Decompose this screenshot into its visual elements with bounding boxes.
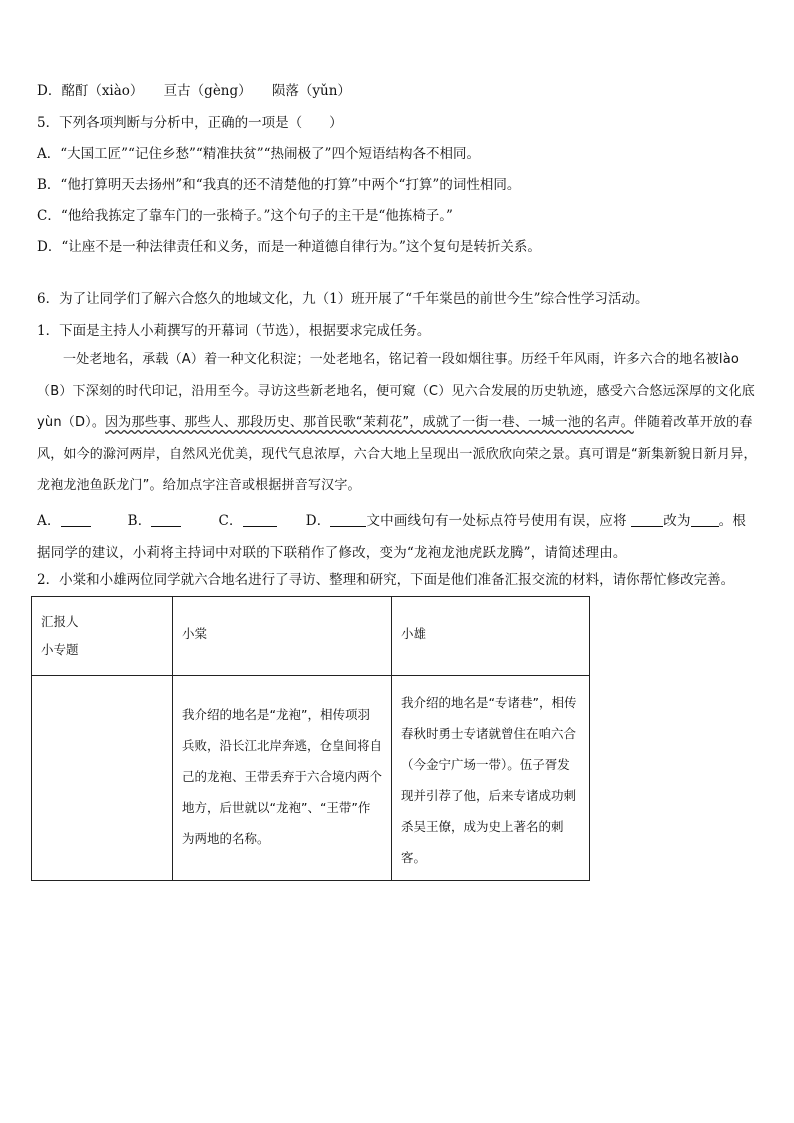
- header-reporter: 汇报人: [41, 614, 79, 629]
- answer-d-label: D．: [305, 513, 331, 529]
- header-xiaoxiong-cell: [392, 597, 590, 676]
- answer-b-blank[interactable]: [151, 512, 181, 527]
- q5-option-d: D．“让座不是一种法律责任和义务，而是一种道德自律行为。”这个复句是转折关系。: [37, 239, 541, 255]
- header-topic: 小专题: [41, 642, 79, 657]
- q4-option-d: D．酩酊（xiào） 亘古（gèng） 陨落（yǔn）: [37, 83, 351, 99]
- topic-empty-cell[interactable]: [32, 676, 173, 881]
- answer-d-blank[interactable]: [330, 512, 366, 527]
- header-xiaotang: 小棠: [182, 626, 208, 641]
- underlined-sentence: 因为那些事、那些人、那段历史、那首民歌“茉莉花”，成就了一街一巷、一城一池的名声。: [105, 415, 634, 430]
- answer-b-label: B．: [127, 513, 152, 529]
- xiaoxiong-text: 我介绍的地名是“专诸巷”，相传春秋时勇士专诸就曾住在咱六合（今金宁广场一带）。伍子胥发现并引荐了他，后来专诸成功刺杀吴王僚，成为史上著名的刺客。: [401, 695, 577, 865]
- correct-punct-blank[interactable]: [691, 512, 719, 527]
- q5-option-a: A．“大国工匠”“记住乡愁”“精准扶贫”“热闹极了”四个短语结构各不相同。: [37, 146, 480, 162]
- passage-part2: 伴随着改革开放的春风，如今的滁河两岸，自然风光优美，现代气息浓厚，六合大地上呈现出一派欣欣向荣之景。真可谓是“新集新貌日新月异，龙袍龙池鱼跃龙门”。: [37, 415, 757, 493]
- passage-part1: 一处老地名，承载（A）着一种文化积淀；一处老地名，铭记着一段如烟往事。历经千年风雨，许多六合的地名被lào（B）下深刻的时代印记，沿用至今。寻访这些新老地名，便可窥（C）见六合发展的历史轨迹，感受六合悠远深厚的文化底 yùn（D）。: [37, 352, 755, 430]
- answer-c-label: C．: [218, 513, 243, 529]
- header-corner-cell: [32, 597, 173, 676]
- xiaoxiong-content-cell: [392, 676, 590, 881]
- q6-sub2-title: 2．小棠和小雄两位同学就六合地名进行了寻访、整理和研究，下面是他们准备汇报交流的材料，请你帮忙修改完善。: [37, 572, 735, 588]
- answer-d-tail: 文中画线句有一处标点符号使用有误，应将: [366, 513, 627, 529]
- xiaotang-text: 我介绍的地名是“龙袍”，相传项羽兵败，沿长江北岸奔逃，仓皇间将自己的龙袍、王带丢弃于六合境内两个地方，后世就以“龙袍”、“王带”作为两地的名称。: [182, 707, 383, 846]
- report-table: [31, 596, 590, 881]
- answer-change-label: 改为: [663, 513, 691, 529]
- answer-c-blank[interactable]: [243, 512, 277, 527]
- xiaotang-content-cell: [173, 676, 392, 881]
- answer-a-label: A．: [37, 513, 61, 529]
- answer-end: 。根据同学的建议，小莉将主持词中对联的下联稍作了修改，变为“龙袍龙池虎跃龙腾”，请简述理由。: [37, 513, 747, 561]
- opening-speech-passage: [37, 344, 759, 502]
- passage-instruction: 给加点字注音或根据拼音写汉字。: [162, 478, 361, 493]
- q5-option-c: C．“他给我拣定了靠车门的一张椅子。”这个句子的主干是“他拣椅子。”: [37, 208, 453, 224]
- q6-intro: 6．为了让同学们了解六合悠久的地域文化，九（1）班开展了“千年棠邑的前世今生”综合性学习活动。: [37, 291, 649, 307]
- q6-sub1-title: 1．下面是主持人小莉撰写的开幕词（节选），根据要求完成任务。: [37, 323, 431, 339]
- wrong-punct-blank[interactable]: [631, 512, 663, 527]
- header-xiaotang-cell: [173, 597, 392, 676]
- answer-a-blank[interactable]: [61, 512, 91, 527]
- header-xiaoxiong: 小雄: [401, 626, 427, 641]
- q5-stem: 5．下列各项判断与分析中，正确的一项是（ ）: [37, 115, 343, 131]
- q5-option-b: B．“他打算明天去扬州”和“我真的还不清楚他的打算”中两个“打算”的词性相同。: [37, 177, 521, 193]
- answer-blanks: [37, 506, 759, 569]
